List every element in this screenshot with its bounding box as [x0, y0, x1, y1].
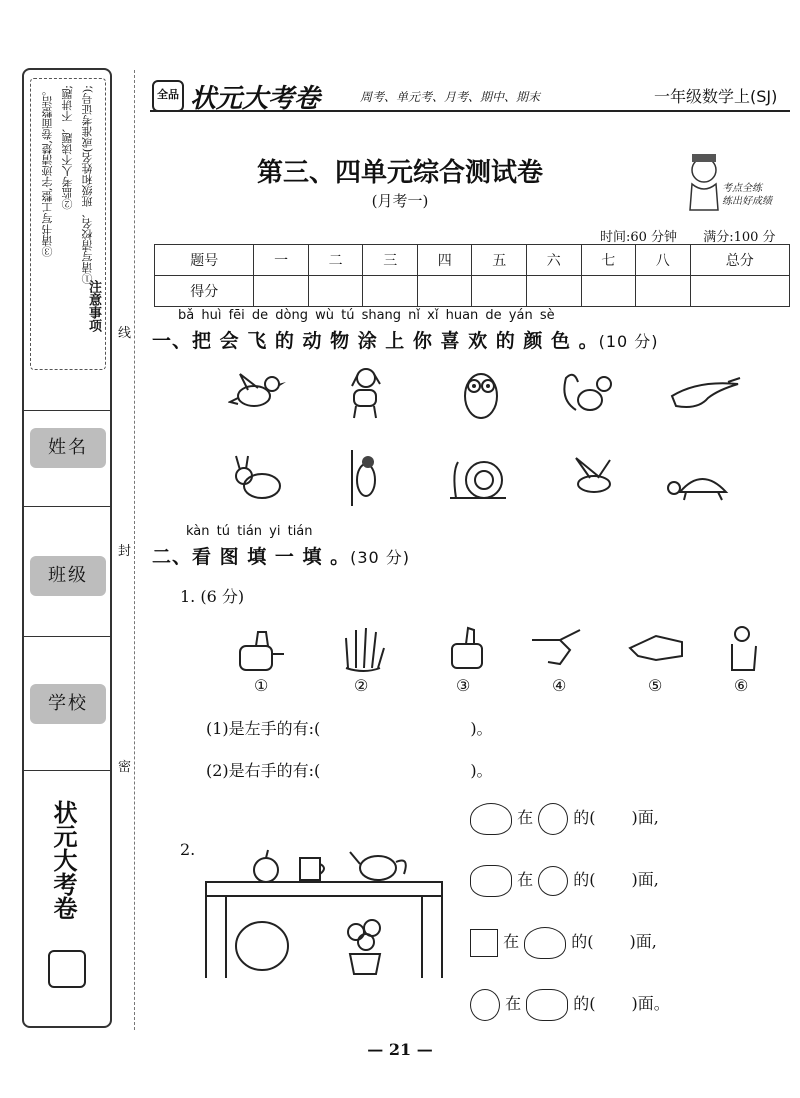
cut-word-line: 线 [118, 326, 132, 341]
hand-open-icon[interactable] [340, 624, 388, 674]
q2-de: 的( [573, 994, 596, 1013]
mascot-slogan-1: 考点全练 [722, 183, 762, 194]
cut-word-seal: 封 [118, 544, 132, 559]
q2-end: )面, [631, 808, 659, 827]
q2-end: )面。 [631, 994, 670, 1013]
score-cell[interactable] [254, 276, 309, 307]
score-header-cell: 六 [526, 245, 581, 276]
q2-de: 的( [573, 808, 596, 827]
notice-line-3: ③请书写工整,字迹清楚,卷面整洁。 [41, 85, 54, 257]
divider [24, 636, 110, 637]
section1-pinyin: bǎ huì fēi de dòng wù tú shang nǐ xǐ huan de yán sè [178, 308, 555, 323]
notice-title: 注意事项 [86, 280, 101, 332]
woodpecker-icon[interactable] [344, 448, 384, 508]
hand-number-4: ④ [552, 676, 567, 695]
exam-meta [600, 226, 776, 245]
section2-title [152, 542, 410, 569]
teapot-icon [470, 803, 512, 835]
q2-label: 2. [180, 840, 196, 859]
score-header-cell: 题号 [155, 245, 254, 276]
q2-zai: 在 [503, 932, 520, 951]
q2-row-1 [470, 800, 659, 836]
q2-zai: 在 [517, 808, 534, 827]
class-field-label: 班级 [30, 556, 106, 596]
q2-zai: 在 [517, 870, 534, 889]
side-logo-icon [48, 950, 86, 988]
cup-icon [470, 929, 498, 957]
notice-line-1: ①请写清校名、班级和姓名(或准考证号); [81, 85, 94, 285]
score-cell[interactable] [636, 276, 691, 307]
q1-line-1 [206, 716, 493, 739]
flower-icon [538, 803, 568, 835]
hand-flat-icon[interactable] [626, 630, 686, 666]
apple-icon [538, 866, 568, 896]
divider [24, 770, 110, 771]
sidebar [22, 68, 112, 1028]
owl-icon[interactable] [456, 364, 506, 422]
q2-end: )面, [629, 932, 657, 951]
table-scene [200, 836, 450, 982]
score-header-cell: 八 [636, 245, 691, 276]
section2-title-text: 二、看 图 填 一 填 。 [152, 546, 351, 568]
exam-time: 时间:60 分钟 [600, 230, 678, 245]
q1-line2-suffix: )。 [470, 761, 493, 780]
score-cell[interactable] [526, 276, 581, 307]
section1-points: (10 分) [598, 332, 659, 351]
score-cell[interactable] [581, 276, 636, 307]
dog-icon[interactable] [340, 364, 390, 422]
grade-label: 一年级数学上(SJ) [654, 87, 778, 106]
flower-icon [470, 989, 500, 1021]
fishbowl-icon [526, 989, 568, 1021]
mascot-slogan [722, 182, 772, 208]
exam-full-score: 满分:100 分 [703, 230, 776, 245]
notice-line-2: ②监考人不读题、不讲题; [61, 85, 74, 210]
q2-end: )面, [631, 870, 659, 889]
rabbit-icon[interactable] [228, 454, 292, 504]
header-tags: 周考、单元考、月考、期中、期末 [360, 90, 541, 104]
hand-number-2: ② [354, 676, 369, 695]
brand-title: 状元大考卷 [190, 84, 321, 114]
page-subtitle: (月考一) [371, 192, 429, 210]
q1-label: 1. (6 分) [180, 587, 245, 606]
score-table [154, 244, 790, 307]
score-header-cell: 七 [581, 245, 636, 276]
score-cell[interactable] [417, 276, 472, 307]
score-cell[interactable] [472, 276, 527, 307]
score-header-cell: 三 [363, 245, 418, 276]
hand-thumb-up-icon[interactable] [442, 626, 490, 672]
turtle-icon[interactable] [666, 466, 742, 502]
score-cell[interactable] [308, 276, 363, 307]
hand-number-1: ① [254, 676, 269, 695]
score-header-cell: 五 [472, 245, 527, 276]
hand-number-5: ⑤ [648, 676, 663, 695]
q2-de: 的( [573, 870, 596, 889]
dove-icon[interactable] [566, 454, 622, 504]
hand-ok-icon[interactable] [724, 622, 764, 674]
page-title: 第三、四单元综合测试卷 [256, 158, 543, 188]
mascot-icon [682, 150, 726, 214]
q1-line-2 [206, 758, 493, 781]
score-table-row [155, 276, 790, 307]
hand-thumb-left-icon[interactable] [236, 628, 288, 674]
score-header-cell: 总分 [690, 245, 789, 276]
school-field-label: 学校 [30, 684, 106, 724]
cut-word-secret: 密 [118, 760, 132, 775]
score-header-cell: 一 [254, 245, 309, 276]
q2-row-4 [470, 986, 670, 1022]
cut-line [134, 70, 135, 1030]
name-field-label: 姓名 [30, 428, 106, 468]
score-cell[interactable] [690, 276, 789, 307]
q1-line1-suffix: )。 [470, 719, 493, 738]
mascot-slogan-2: 练出好成绩 [722, 196, 772, 207]
score-row-label: 得分 [155, 276, 254, 307]
q1-line2-prefix: (2)是右手的有:( [206, 761, 321, 780]
section1-title [152, 326, 659, 353]
hand-number-3: ③ [456, 676, 471, 695]
hand-number-6: ⑥ [734, 676, 749, 695]
q2-de: 的( [571, 932, 594, 951]
q2-row-2 [470, 862, 659, 898]
divider [24, 410, 110, 411]
score-header-cell: 四 [417, 245, 472, 276]
q2-zai: 在 [505, 994, 522, 1013]
q2-row-3 [470, 924, 657, 960]
bird-icon[interactable] [228, 368, 292, 418]
q1-line1-prefix: (1)是左手的有:( [206, 719, 321, 738]
fishbowl-icon [470, 865, 512, 897]
score-header-cell: 二 [308, 245, 363, 276]
section1-title-text: 一、把 会 飞 的 动 物 涂 上 你 喜 欢 的 颜 色 。 [152, 330, 599, 352]
side-logo: 状元大考卷 [49, 800, 77, 920]
teapot-icon [524, 927, 566, 959]
score-table-header-row [155, 245, 790, 276]
hand-point-icon[interactable] [530, 626, 586, 670]
page-number: — 21 — [367, 1040, 433, 1059]
score-cell[interactable] [363, 276, 418, 307]
section2-pinyin: kàn tú tián yi tián [186, 524, 313, 539]
snail-icon[interactable] [446, 452, 510, 504]
squirrel-icon[interactable] [556, 366, 620, 420]
divider [24, 506, 110, 507]
header-rule [150, 110, 790, 112]
swallow-icon[interactable] [668, 376, 744, 416]
brand-icon: 全品 [152, 80, 184, 112]
section2-points: (30 分) [350, 548, 411, 567]
